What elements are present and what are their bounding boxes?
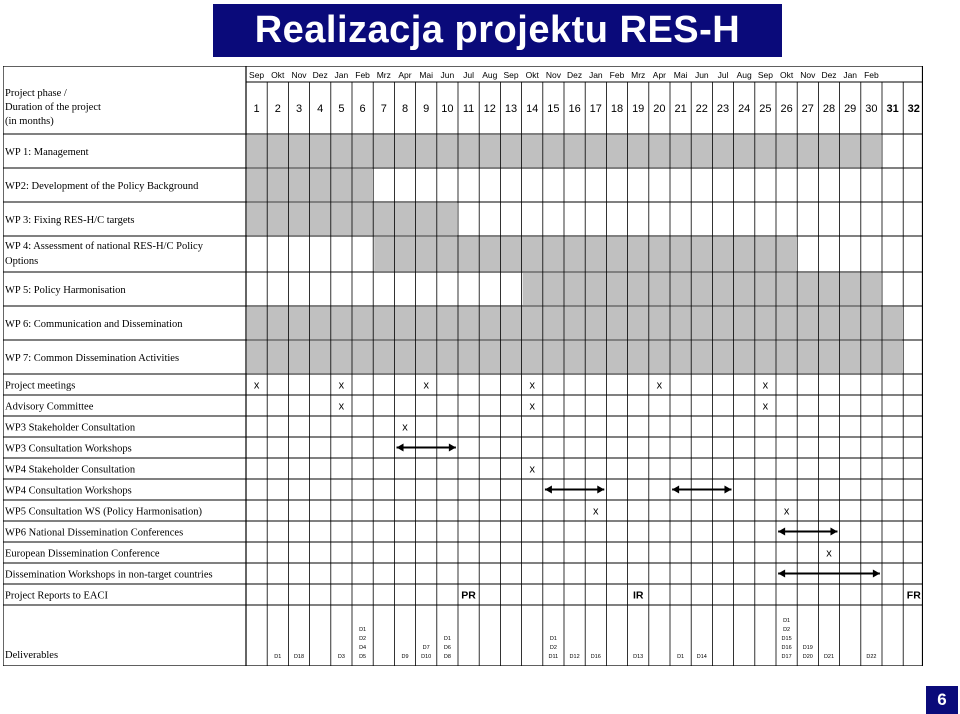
month-label: Okt bbox=[525, 70, 539, 80]
deliverable-item: D1 bbox=[549, 636, 557, 642]
milestone-mark: x bbox=[593, 505, 599, 518]
month-number: 32 bbox=[907, 103, 920, 115]
month-number: 15 bbox=[547, 103, 560, 115]
row-label: Advisory Committee bbox=[5, 401, 94, 413]
deliverable-item: D2 bbox=[783, 627, 791, 633]
report-label: IR bbox=[632, 589, 644, 602]
slide-title: Realizacja projektu RES-H bbox=[213, 4, 782, 57]
month-number: 29 bbox=[844, 103, 857, 115]
month-number: 25 bbox=[759, 103, 772, 115]
month-number: 21 bbox=[674, 103, 687, 115]
deliverable-item: D16 bbox=[781, 645, 792, 651]
arrow-head bbox=[873, 570, 880, 578]
month-number: 6 bbox=[359, 103, 366, 115]
gantt-chart bbox=[3, 66, 923, 666]
month-number: 9 bbox=[423, 103, 430, 115]
month-label: Dez bbox=[312, 70, 328, 80]
deliverable-item: D5 bbox=[359, 654, 367, 660]
month-number: 7 bbox=[380, 103, 387, 115]
month-label: Feb bbox=[864, 70, 879, 80]
month-number: 30 bbox=[865, 103, 878, 115]
milestone-mark: x bbox=[656, 379, 663, 392]
deliverable-item: D15 bbox=[781, 636, 792, 642]
month-label: Nov bbox=[291, 70, 307, 80]
row-label: WP2: Development of the Policy Background bbox=[5, 181, 199, 192]
deliverable-item: D7 bbox=[422, 645, 430, 651]
deliverables-label: Deliverables bbox=[5, 650, 59, 661]
month-number: 16 bbox=[568, 103, 581, 115]
row-label: WP 1: Management bbox=[5, 147, 89, 158]
arrow-head bbox=[449, 444, 456, 452]
month-label: Okt bbox=[271, 70, 285, 80]
deliverable-item: D1 bbox=[783, 618, 791, 624]
header-label: (in months) bbox=[5, 116, 54, 127]
header-label: Project phase / bbox=[5, 88, 67, 99]
deliverable-item: D22 bbox=[866, 654, 877, 660]
row-label: WP3 Stakeholder Consultation bbox=[5, 422, 136, 434]
arrow-head bbox=[778, 528, 785, 536]
shaded-period bbox=[523, 273, 881, 305]
milestone-mark: x bbox=[826, 547, 832, 560]
deliverable-item: D13 bbox=[633, 654, 644, 660]
row-label: WP 6: Communication and Dissemination bbox=[5, 319, 183, 330]
month-label: Mrz bbox=[376, 70, 391, 80]
month-number: 24 bbox=[738, 103, 751, 115]
deliverable-item: D3 bbox=[337, 654, 345, 660]
deliverable-item: D14 bbox=[696, 654, 707, 660]
milestone-mark: x bbox=[529, 379, 535, 392]
month-label: Mai bbox=[419, 70, 434, 80]
arrow-head bbox=[830, 528, 837, 536]
month-number: 26 bbox=[780, 103, 793, 115]
row-label: WP 7: Common Dissemination Activities bbox=[5, 353, 180, 364]
milestone-mark: x bbox=[338, 400, 345, 413]
row-label: Project Reports to EACI bbox=[5, 590, 108, 602]
row-label: WP6 National Dissemination Conferences bbox=[5, 527, 184, 539]
arrow-head bbox=[597, 486, 604, 494]
month-label: Apr bbox=[398, 70, 412, 80]
row-label: WP3 Consultation Workshops bbox=[5, 443, 132, 455]
arrow-head bbox=[672, 486, 679, 494]
milestone-mark: x bbox=[338, 379, 345, 392]
month-label: Sep bbox=[757, 70, 773, 80]
report-label: FR bbox=[906, 589, 921, 602]
deliverable-item: D10 bbox=[421, 654, 432, 660]
deliverable-item: D2 bbox=[549, 645, 557, 651]
milestone-mark: x bbox=[402, 421, 408, 434]
month-number: 1 bbox=[253, 103, 260, 115]
deliverable-item: D17 bbox=[781, 654, 792, 660]
deliverable-item: D16 bbox=[590, 654, 601, 660]
deliverable-item: D6 bbox=[443, 645, 451, 651]
deliverable-item: D1 bbox=[443, 636, 451, 642]
month-number: 31 bbox=[886, 103, 899, 115]
deliverable-item: D1 bbox=[677, 654, 685, 660]
milestone-mark: x bbox=[253, 379, 260, 392]
arrow-head bbox=[397, 444, 404, 452]
shaded-period bbox=[247, 341, 902, 373]
row-label: European Dissemination Conference bbox=[5, 548, 160, 560]
month-number: 13 bbox=[504, 103, 518, 115]
deliverable-item: D2 bbox=[359, 636, 367, 642]
month-label: Apr bbox=[652, 70, 667, 80]
milestone-mark: x bbox=[529, 400, 535, 413]
row-label: WP5 Consultation WS (Policy Harmonisation) bbox=[5, 506, 202, 518]
deliverable-item: D21 bbox=[823, 654, 835, 660]
month-label: Okt bbox=[779, 70, 794, 80]
row-label: Dissemination Workshops in non-target countries bbox=[5, 569, 213, 581]
arrow-head bbox=[545, 486, 552, 494]
deliverable-item: D18 bbox=[293, 654, 305, 660]
month-number: 2 bbox=[274, 103, 281, 115]
row-label: WP4 Consultation Workshops bbox=[5, 485, 132, 497]
month-label: Dez bbox=[821, 70, 837, 80]
month-number: 5 bbox=[338, 103, 345, 115]
milestone-mark: x bbox=[762, 400, 769, 413]
month-label: Feb bbox=[355, 70, 370, 80]
month-label: Aug bbox=[482, 70, 498, 80]
deliverable-item: D8 bbox=[443, 654, 451, 660]
deliverable-item: D20 bbox=[802, 654, 813, 660]
arrow-head bbox=[724, 486, 731, 494]
month-number: 27 bbox=[801, 103, 814, 115]
row-label: Options bbox=[5, 256, 39, 267]
deliverable-item: D4 bbox=[359, 645, 367, 651]
month-label: Mai bbox=[673, 70, 688, 80]
row-label: WP 3: Fixing RES-H/C targets bbox=[5, 215, 135, 226]
milestone-mark: x bbox=[529, 463, 535, 476]
month-label: Sep bbox=[249, 70, 265, 80]
gantt-svg bbox=[3, 66, 923, 666]
month-number: 8 bbox=[401, 103, 409, 115]
month-number: 18 bbox=[610, 103, 624, 115]
month-number: 4 bbox=[317, 103, 324, 115]
month-label: Jul bbox=[717, 70, 729, 80]
month-number: 14 bbox=[526, 103, 539, 115]
deliverable-item: D19 bbox=[802, 645, 813, 651]
month-number: 28 bbox=[822, 103, 836, 115]
milestone-mark: x bbox=[762, 379, 769, 392]
page-number-badge: 6 bbox=[926, 686, 958, 714]
month-number: 20 bbox=[653, 103, 666, 115]
month-number: 11 bbox=[462, 103, 475, 115]
row-label: WP4 Stakeholder Consultation bbox=[5, 464, 136, 476]
month-label: Jan bbox=[843, 70, 858, 80]
month-label: Nov bbox=[800, 70, 816, 80]
row-label: Project meetings bbox=[5, 380, 76, 392]
month-label: Feb bbox=[609, 70, 625, 80]
deliverable-item: D1 bbox=[274, 654, 282, 660]
deliverable-item: D9 bbox=[401, 654, 409, 660]
month-number: 10 bbox=[441, 103, 454, 115]
month-label: Jun bbox=[440, 70, 455, 80]
month-label: Dez bbox=[567, 70, 583, 80]
deliverable-item: D1 bbox=[359, 627, 367, 633]
month-label: Sep bbox=[503, 70, 519, 80]
row-label: WP 4: Assessment of national RES-H/C Policy bbox=[5, 241, 203, 252]
month-number: 23 bbox=[716, 103, 730, 115]
row-label: WP 5: Policy Harmonisation bbox=[5, 285, 126, 296]
month-number: 19 bbox=[632, 103, 645, 115]
month-number: 22 bbox=[695, 103, 708, 115]
report-label: PR bbox=[461, 589, 476, 602]
month-number: 17 bbox=[589, 103, 602, 115]
month-number: 3 bbox=[295, 103, 303, 115]
deliverable-item: D11 bbox=[548, 654, 559, 660]
deliverable-item: D12 bbox=[569, 654, 580, 660]
month-number: 12 bbox=[483, 103, 496, 115]
month-label: Jun bbox=[694, 70, 709, 80]
month-label: Jan bbox=[588, 70, 603, 80]
header-label: Duration of the project bbox=[5, 102, 101, 113]
month-label: Jan bbox=[334, 70, 349, 80]
month-label: Jul bbox=[463, 70, 475, 80]
milestone-mark: x bbox=[783, 505, 790, 518]
arrow-head bbox=[778, 570, 785, 578]
month-label: Mrz bbox=[631, 70, 646, 80]
milestone-mark: x bbox=[423, 379, 429, 392]
month-label: Aug bbox=[736, 70, 752, 80]
shaded-period bbox=[247, 307, 902, 339]
month-label: Nov bbox=[545, 70, 561, 80]
